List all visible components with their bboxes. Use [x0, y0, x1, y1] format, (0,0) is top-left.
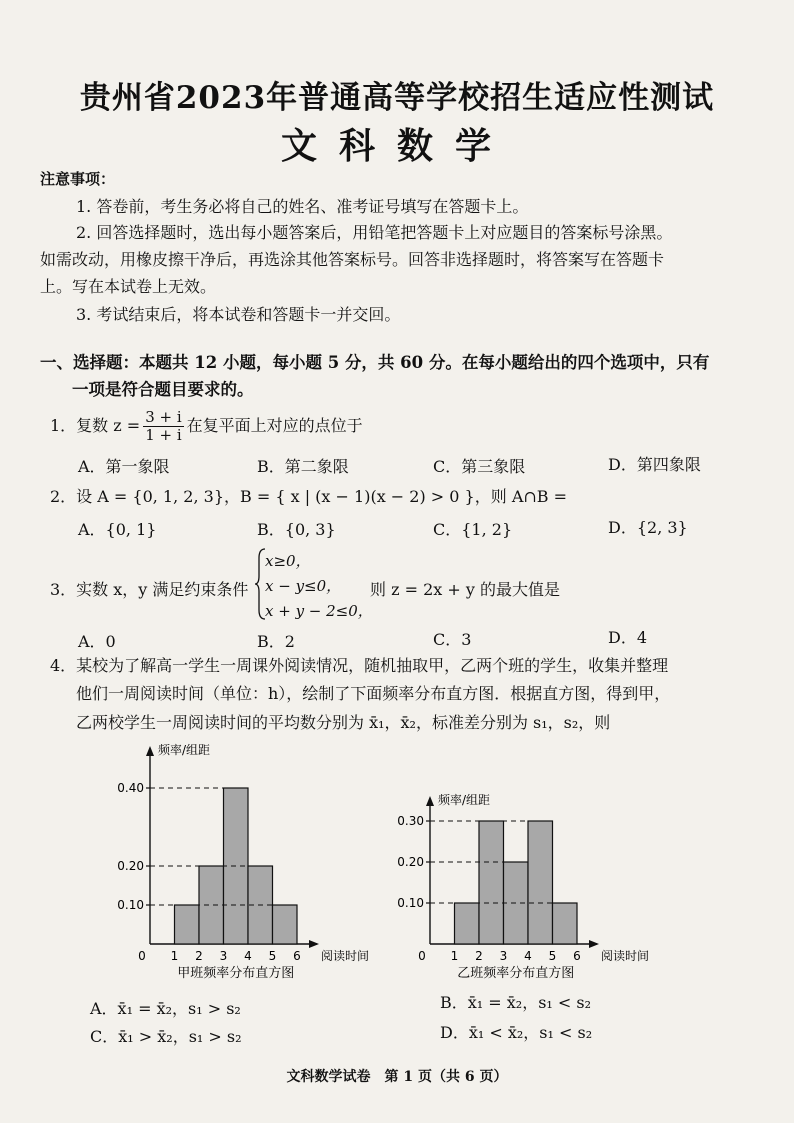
x-axis-label: 阅读时间 — [321, 949, 370, 963]
q2-option-c: C．{1, 2} — [433, 520, 513, 539]
q4-option-d: D．x̄₁ < x̄₂，s₁ < s₂ — [440, 1023, 593, 1042]
section-1-heading-line-2: 一项是符合题目要求的。 — [72, 380, 254, 399]
q1-fraction — [143, 409, 183, 444]
x-tick-label: 0 — [418, 949, 426, 963]
histogram-bar — [455, 903, 480, 944]
q1-prefix: 1．复数 z = — [50, 416, 141, 435]
q1-option-c: C．第三象限 — [433, 457, 526, 476]
x-tick-label: 1 — [450, 949, 459, 963]
histogram-bar — [175, 905, 200, 944]
y-tick-label: 0.10 — [117, 898, 144, 912]
x-tick-label: 2 — [475, 949, 483, 963]
y-axis-label: 频率/组距 — [438, 793, 491, 807]
q2-option-b: B．{0, 3} — [257, 520, 336, 539]
q3-option-c: C．3 — [433, 630, 472, 649]
x-tick-label: 3 — [499, 949, 508, 963]
x-tick-label: 0 — [138, 949, 146, 963]
histogram-bar — [199, 866, 224, 944]
q1-numerator: 3 + i — [145, 408, 182, 426]
q3-prefix: 3．实数 x，y 满足约束条件 — [50, 580, 249, 599]
q2-option-a: A．{0, 1} — [78, 520, 157, 539]
x-tick-label: 4 — [244, 949, 252, 963]
q3-constraint-2: x − y≤0， — [265, 577, 342, 595]
x-tick-label: 5 — [268, 949, 277, 963]
q3-constraint-3: x + y − 2≤0， — [265, 602, 373, 620]
y-tick-label: 0.20 — [117, 859, 144, 873]
q4-option-a: A．x̄₁ = x̄₂，s₁ > s₂ — [90, 999, 241, 1018]
question-4-line-1: 4．某校为了解高一学生一周课外阅读情况，随机抽取甲，乙两个班的学生，收集并整理 — [50, 656, 669, 675]
x-tick-label: 2 — [195, 949, 203, 963]
x-axis-arrow — [589, 940, 599, 948]
q3-option-b: B．2 — [257, 632, 295, 651]
notice-item-2-line-2: 如需改动，用橡皮擦干净后，再选涂其他答案标号。回答非选择题时，将答案写在答题卡 — [40, 250, 665, 269]
x-tick-label: 4 — [524, 949, 532, 963]
question-4-line-2: 他们一周阅读时间（单位：h），绘制了下面频率分布直方图．根据直方图，得到甲， — [76, 684, 671, 703]
y-axis-label: 频率/组距 — [158, 743, 211, 757]
chart-title: 乙班频率分布直方图 — [457, 966, 575, 981]
x-tick-label: 6 — [293, 949, 301, 963]
notice-item-1: 1. 答卷前，考生务必将自己的姓名、准考证号填写在答题卡上。 — [76, 197, 529, 216]
q3-constraint-1: x≥0， — [265, 552, 311, 570]
notice-item-2-line-3: 上。写在本试卷上无效。 — [40, 277, 217, 296]
y-axis-arrow — [146, 746, 154, 756]
q1-denominator: 1 + i — [145, 426, 182, 444]
q1-suffix: 在复平面上对应的点位于 — [186, 416, 363, 435]
page-footer: 文科数学试卷 第 1 页（共 6 页） — [286, 1069, 508, 1085]
x-tick-label: 3 — [219, 949, 228, 963]
x-axis-arrow — [309, 940, 319, 948]
q4-option-b: B．x̄₁ = x̄₂，s₁ < s₂ — [440, 993, 592, 1012]
notice-item-2-line-1: 2. 回答选择题时，选出每小题答案后，用铅笔把答题卡上对应题目的答案标号涂黑。 — [76, 223, 673, 242]
q3-suffix: 则 z = 2x + y 的最大值是 — [370, 580, 561, 599]
question-4-line-3: 乙两校学生一周阅读时间的平均数分别为 x̄₁，x̄₂，标准差分别为 s₁，s₂，则 — [76, 713, 611, 732]
q3-option-a: A．0 — [78, 632, 116, 651]
y-tick-label: 0.10 — [397, 896, 424, 910]
page-subtitle: 文科数学 — [280, 125, 513, 167]
page-title: 贵州省2023年普通高等学校招生适应性测试 — [79, 80, 715, 116]
chart-title: 甲班频率分布直方图 — [177, 966, 295, 981]
q1-option-d: D．第四象限 — [608, 455, 701, 474]
histogram-bar — [528, 821, 553, 944]
x-tick-label: 1 — [170, 949, 179, 963]
histogram-bar — [553, 903, 578, 944]
q3-option-d: D．4 — [608, 628, 648, 647]
q4-option-c: C．x̄₁ > x̄₂，s₁ > s₂ — [90, 1027, 242, 1046]
q1-option-a: A．第一象限 — [78, 457, 170, 476]
y-tick-label: 0.40 — [117, 781, 144, 795]
x-tick-label: 5 — [548, 949, 557, 963]
q2-option-d: D．{2, 3} — [608, 518, 688, 537]
y-axis-arrow — [426, 796, 434, 806]
x-tick-label: 6 — [573, 949, 581, 963]
histogram-bar — [479, 821, 504, 944]
histogram-class-jia — [100, 738, 400, 983]
histogram-bar — [273, 905, 298, 944]
histogram-class-yi — [380, 738, 680, 983]
q1-option-b: B．第二象限 — [257, 457, 349, 476]
notice-heading: 注意事项： — [40, 170, 116, 188]
y-tick-label: 0.20 — [397, 855, 424, 869]
question-2: 2．设 A = {0, 1, 2, 3}，B = { x | (x − 1)(x − 2) > 0 }，则 A∩B = — [50, 487, 568, 506]
x-axis-label: 阅读时间 — [601, 949, 650, 963]
y-tick-label: 0.30 — [397, 814, 424, 828]
notice-item-3: 3. 考试结束后，将本试卷和答题卡一并交回。 — [76, 305, 401, 324]
question-1 — [50, 406, 363, 446]
section-1-heading: 一、选择题：本题共 12 小题，每小题 5 分，共 60 分。在每小题给出的四个选项中，只有 — [40, 353, 710, 372]
